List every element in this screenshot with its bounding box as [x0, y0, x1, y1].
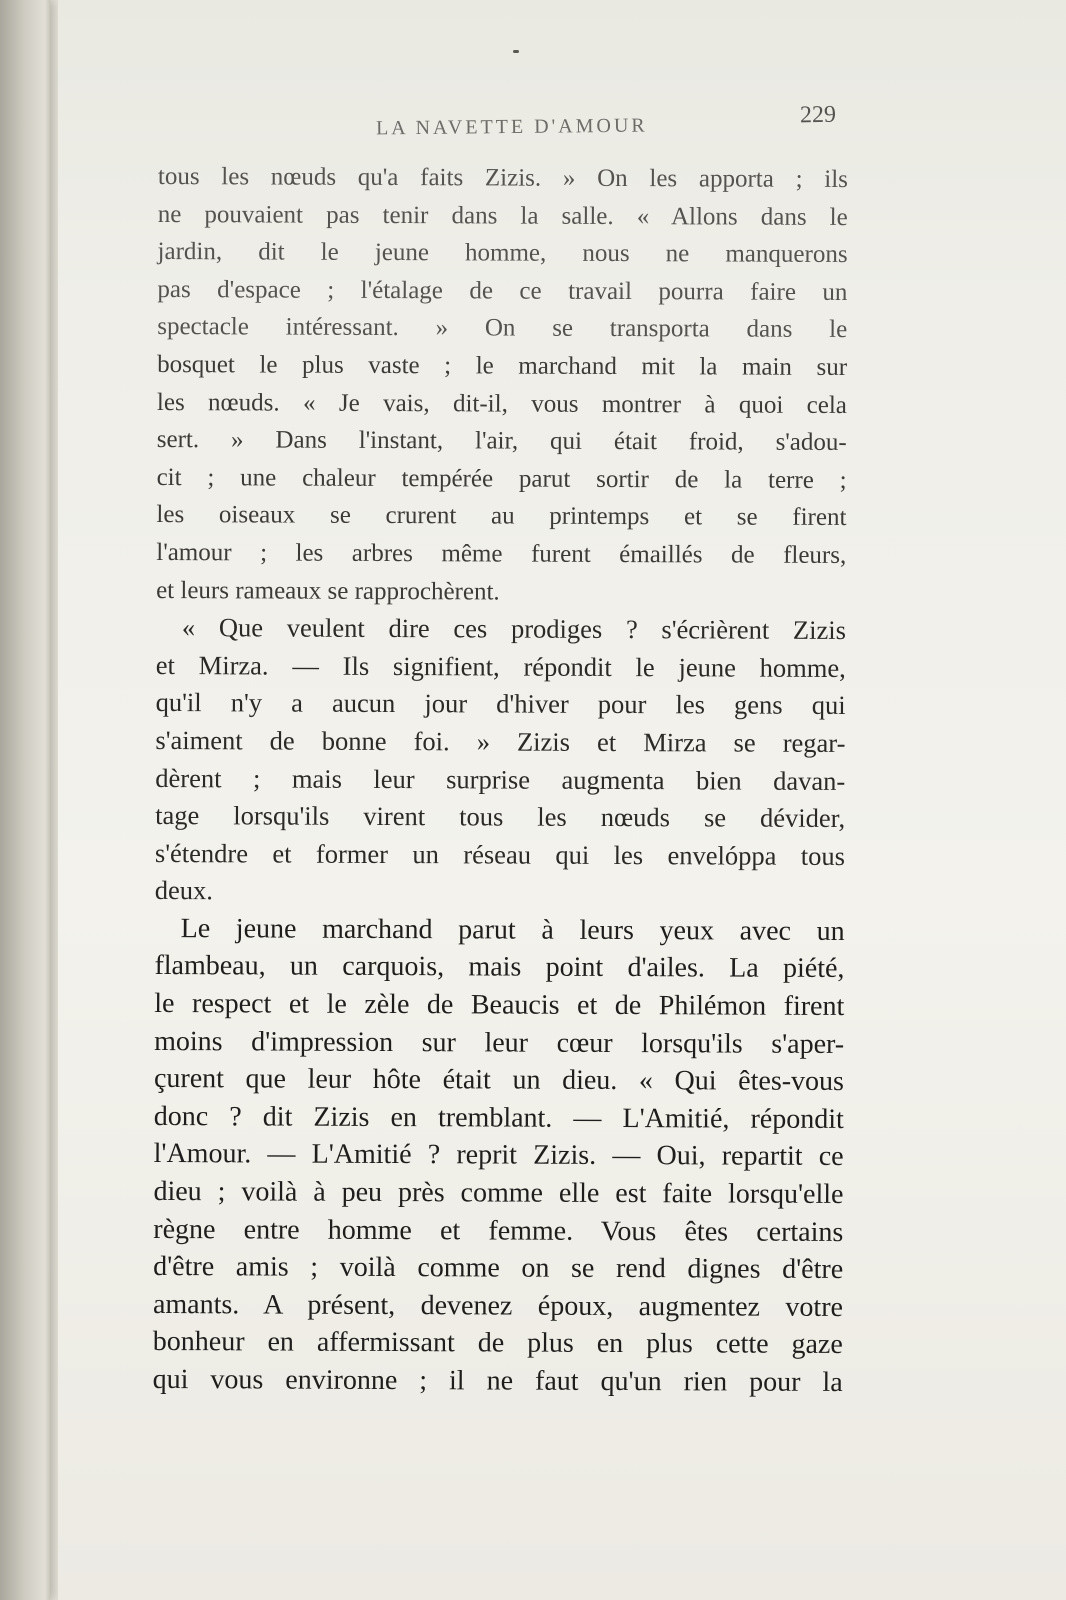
text-line: dieu ; voilà à peu près comme elle est faite lorsqu'elle [153, 1176, 844, 1211]
text-line: jardin, dit le jeune homme, nous ne manquerons [157, 238, 848, 269]
text-line: moins d'impression sur leur cœur lorsqu'ils s'aper- [154, 1025, 845, 1060]
text-line: flambeau, un carquois, mais point d'ailes. La piété, [154, 950, 845, 985]
text-line: çurent que leur hôte était un dieu. « Qui êtes-vous [153, 1063, 845, 1098]
text-line: sert. » Dans l'instant, l'air, qui était froid, s'adou- [156, 426, 847, 457]
book-page [58, 0, 1066, 1600]
text-line: s'étendre et former un réseau qui les envelóppa tous [154, 837, 846, 871]
paragraph-3 [153, 910, 845, 1402]
text-line: amants. A présent, devenez époux, augmentez votre [152, 1288, 844, 1323]
text-line: spectacle intéressant. » On se transporta dans le [157, 313, 848, 344]
page-number: 229 [799, 101, 837, 129]
text-line: donc ? dit Zizis en tremblant. — L'Amitié, répondit [153, 1100, 844, 1135]
text-line: bonheur en affermissant de plus en plus cette gaze [152, 1326, 843, 1361]
ink-mark [513, 50, 519, 53]
page-header [58, 102, 1066, 142]
paragraph-2 [155, 609, 846, 913]
text-line: l'amour ; les arbres même furent émaillés de fleurs, [156, 538, 847, 569]
text-line: pas d'espace ; l'étalage de ce travail pourra faire un [157, 275, 848, 306]
facing-page-edge [0, 0, 50, 1600]
text-line: deux. [154, 875, 214, 906]
text-line: le respect et le zèle de Beaucis et de Philémon firent [154, 988, 845, 1023]
body-text [153, 158, 848, 1402]
text-line: qui vous environne ; il ne faut qu'un rien pour la [152, 1363, 843, 1398]
running-title: LA NAVETTE D'AMOUR [375, 114, 648, 140]
text-line: et Mirza. — Ils signifient, répondit le jeune homme, [155, 649, 846, 683]
text-line: tage lorsqu'ils virent tous les nœuds se dévider, [155, 800, 846, 834]
text-line: cit ; une chaleur tempérée parut sortir de la terre ; [156, 463, 847, 494]
text-line: d'être amis ; voilà comme on se rend dignes d'être [153, 1251, 844, 1286]
text-line: et leurs rameaux se rapprochèrent. [156, 576, 500, 606]
text-line: bosquet le plus vaste ; le marchand mit la main sur [157, 350, 848, 381]
text-line: règne entre homme et femme. Vous êtes certains [153, 1213, 844, 1248]
text-line: l'Amour. — L'Amitié ? reprit Zizis. — Oui, repartit ce [153, 1138, 844, 1173]
text-line: les oiseaux se crurent au printemps et se firent [156, 501, 847, 532]
text-line: ne pouvaient pas tenir dans la salle. « Allons dans le [157, 200, 848, 231]
text-line: les nœuds. « Je vais, dit-il, vous montrer à quoi cela [156, 388, 847, 419]
text-line: dèrent ; mais leur surprise augmenta bien davan- [155, 762, 846, 796]
text-line: tous les nœuds qu'a faits Zizis. » On les apporta ; ils [157, 162, 848, 194]
text-line: Le jeune marchand parut à leurs yeux avec un [180, 912, 845, 947]
text-line: « Que veulent dire ces prodiges ? s'écrièrent Zizis [181, 612, 847, 646]
text-line: qu'il n'y a aucun jour d'hiver pour les gens qui [155, 687, 846, 721]
text-line: s'aiment de bonne foi. » Zizis et Mirza se regar- [155, 724, 846, 758]
paragraph-1 [156, 158, 848, 612]
